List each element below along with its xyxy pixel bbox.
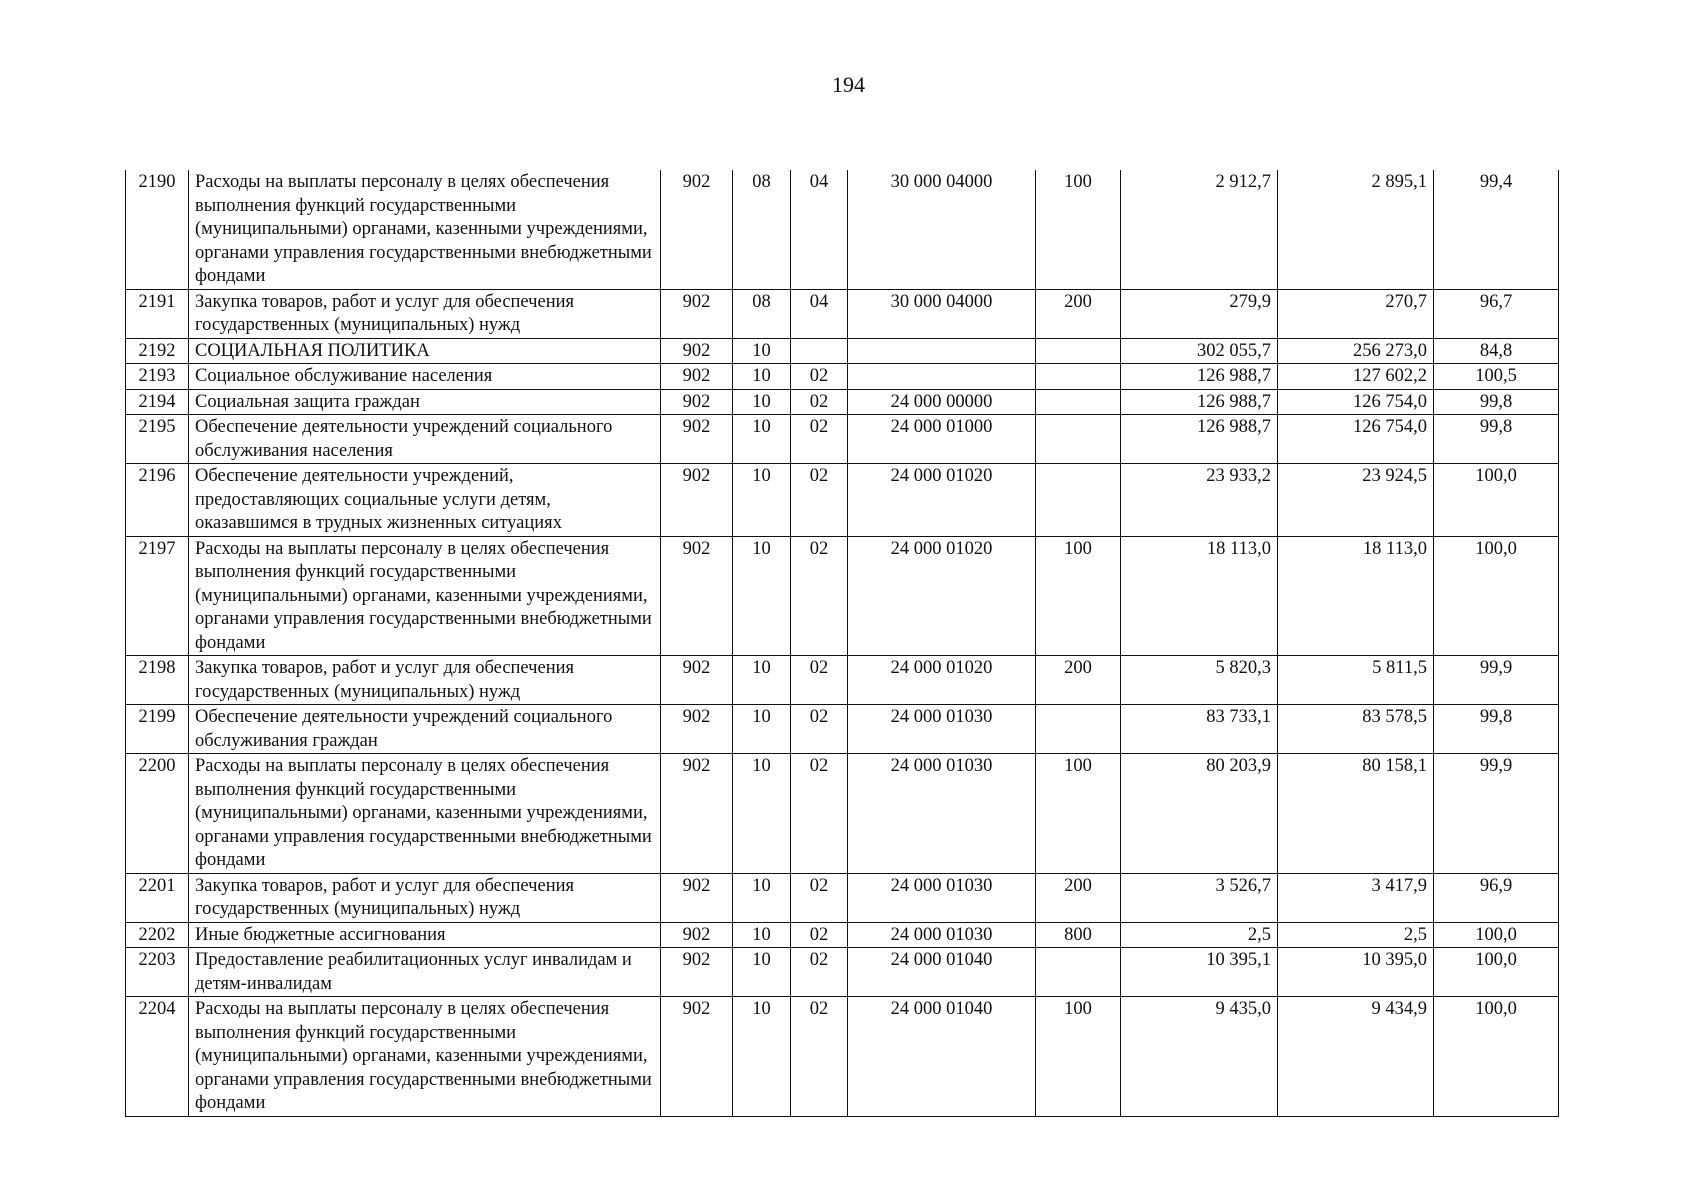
subsection-code-cell	[791, 338, 848, 364]
target-article-cell: 30 000 04000	[848, 289, 1036, 338]
row-number-cell: 2198	[126, 656, 189, 705]
section-code-cell: 08	[733, 289, 791, 338]
section-code-cell: 10	[733, 997, 791, 1117]
expense-name-cell: Обеспечение деятельности учреждений социального обслуживания населения	[189, 415, 661, 464]
row-number-cell: 2195	[126, 415, 189, 464]
target-article-cell	[848, 364, 1036, 390]
planned-amount-cell: 302 055,7	[1121, 338, 1278, 364]
subsection-code-cell: 02	[791, 364, 848, 390]
section-code-cell: 10	[733, 389, 791, 415]
row-number-cell: 2204	[126, 997, 189, 1117]
expense-type-cell	[1036, 948, 1121, 997]
table-row	[126, 289, 1559, 338]
execution-percent-cell: 84,8	[1434, 338, 1559, 364]
target-article-cell: 24 000 01030	[848, 873, 1036, 922]
planned-amount-cell: 279,9	[1121, 289, 1278, 338]
planned-amount-cell: 80 203,9	[1121, 754, 1278, 874]
row-number-cell: 2200	[126, 754, 189, 874]
expense-type-cell: 100	[1036, 170, 1121, 289]
department-code-cell: 902	[661, 948, 733, 997]
section-code-cell: 08	[733, 170, 791, 289]
section-code-cell: 10	[733, 415, 791, 464]
table-row	[126, 997, 1559, 1117]
subsection-code-cell: 02	[791, 922, 848, 948]
target-article-cell: 24 000 01030	[848, 705, 1036, 754]
expense-type-cell	[1036, 338, 1121, 364]
department-code-cell: 902	[661, 289, 733, 338]
subsection-code-cell: 02	[791, 389, 848, 415]
department-code-cell: 902	[661, 464, 733, 537]
actual-amount-cell: 83 578,5	[1278, 705, 1434, 754]
actual-amount-cell: 18 113,0	[1278, 536, 1434, 656]
table-row	[126, 389, 1559, 415]
row-number-cell: 2192	[126, 338, 189, 364]
department-code-cell: 902	[661, 170, 733, 289]
expense-type-cell	[1036, 415, 1121, 464]
section-code-cell: 10	[733, 656, 791, 705]
department-code-cell: 902	[661, 415, 733, 464]
table-row	[126, 754, 1559, 874]
expense-type-cell	[1036, 364, 1121, 390]
section-code-cell: 10	[733, 464, 791, 537]
department-code-cell: 902	[661, 338, 733, 364]
execution-percent-cell: 100,0	[1434, 997, 1559, 1117]
section-code-cell: 10	[733, 754, 791, 874]
expense-type-cell: 800	[1036, 922, 1121, 948]
department-code-cell: 902	[661, 873, 733, 922]
subsection-code-cell: 02	[791, 754, 848, 874]
execution-percent-cell: 99,8	[1434, 389, 1559, 415]
expense-name-cell: Закупка товаров, работ и услуг для обеспечения государственных (муниципальных) нужд	[189, 873, 661, 922]
table-row	[126, 170, 1559, 289]
section-code-cell: 10	[733, 338, 791, 364]
department-code-cell: 902	[661, 997, 733, 1117]
target-article-cell: 24 000 01020	[848, 656, 1036, 705]
department-code-cell: 902	[661, 656, 733, 705]
target-article-cell: 24 000 01020	[848, 464, 1036, 537]
expense-name-cell: Закупка товаров, работ и услуг для обеспечения государственных (муниципальных) нужд	[189, 656, 661, 705]
actual-amount-cell: 9 434,9	[1278, 997, 1434, 1117]
expense-type-cell: 200	[1036, 656, 1121, 705]
expense-type-cell	[1036, 464, 1121, 537]
actual-amount-cell: 80 158,1	[1278, 754, 1434, 874]
target-article-cell: 24 000 01030	[848, 922, 1036, 948]
section-code-cell: 10	[733, 705, 791, 754]
execution-percent-cell: 99,9	[1434, 656, 1559, 705]
expense-name-cell: Социальная защита граждан	[189, 389, 661, 415]
section-code-cell: 10	[733, 873, 791, 922]
table-row	[126, 536, 1559, 656]
department-code-cell: 902	[661, 754, 733, 874]
actual-amount-cell: 127 602,2	[1278, 364, 1434, 390]
expense-type-cell: 200	[1036, 289, 1121, 338]
subsection-code-cell: 02	[791, 464, 848, 537]
expense-name-cell: Социальное обслуживание населения	[189, 364, 661, 390]
expense-name-cell: Расходы на выплаты персоналу в целях обеспечения выполнения функций государственными (муниципальными) органами, казенными учреждениями, органами управления государственными внебюджетными фондами	[189, 997, 661, 1117]
execution-percent-cell: 100,0	[1434, 922, 1559, 948]
department-code-cell: 902	[661, 922, 733, 948]
expense-name-cell: Обеспечение деятельности учреждений социального обслуживания граждан	[189, 705, 661, 754]
actual-amount-cell: 10 395,0	[1278, 948, 1434, 997]
section-code-cell: 10	[733, 922, 791, 948]
expense-name-cell: Расходы на выплаты персоналу в целях обеспечения выполнения функций государственными (муниципальными) органами, казенными учреждениями, органами управления государственными внебюджетными фондами	[189, 170, 661, 289]
page-number: 194	[832, 72, 865, 97]
subsection-code-cell: 04	[791, 170, 848, 289]
subsection-code-cell: 02	[791, 948, 848, 997]
section-code-cell: 10	[733, 536, 791, 656]
actual-amount-cell: 2,5	[1278, 922, 1434, 948]
subsection-code-cell: 02	[791, 536, 848, 656]
target-article-cell: 24 000 00000	[848, 389, 1036, 415]
target-article-cell: 24 000 01040	[848, 997, 1036, 1117]
budget-table-body	[126, 170, 1559, 1116]
target-article-cell: 24 000 01030	[848, 754, 1036, 874]
expense-type-cell: 100	[1036, 754, 1121, 874]
planned-amount-cell: 2,5	[1121, 922, 1278, 948]
planned-amount-cell: 9 435,0	[1121, 997, 1278, 1117]
table-row	[126, 364, 1559, 390]
department-code-cell: 902	[661, 364, 733, 390]
department-code-cell: 902	[661, 536, 733, 656]
row-number-cell: 2199	[126, 705, 189, 754]
expense-name-cell: Расходы на выплаты персоналу в целях обеспечения выполнения функций государственными (муниципальными) органами, казенными учреждениями, органами управления государственными внебюджетными фондами	[189, 754, 661, 874]
subsection-code-cell: 02	[791, 415, 848, 464]
expense-name-cell: СОЦИАЛЬНАЯ ПОЛИТИКА	[189, 338, 661, 364]
execution-percent-cell: 99,8	[1434, 415, 1559, 464]
row-number-cell: 2202	[126, 922, 189, 948]
execution-percent-cell: 96,7	[1434, 289, 1559, 338]
table-row	[126, 656, 1559, 705]
expense-type-cell	[1036, 389, 1121, 415]
expense-type-cell: 100	[1036, 997, 1121, 1117]
execution-percent-cell: 99,8	[1434, 705, 1559, 754]
actual-amount-cell: 126 754,0	[1278, 389, 1434, 415]
table-row	[126, 705, 1559, 754]
subsection-code-cell: 02	[791, 873, 848, 922]
target-article-cell	[848, 338, 1036, 364]
planned-amount-cell: 126 988,7	[1121, 389, 1278, 415]
department-code-cell: 902	[661, 389, 733, 415]
target-article-cell: 24 000 01020	[848, 536, 1036, 656]
execution-percent-cell: 99,4	[1434, 170, 1559, 289]
planned-amount-cell: 23 933,2	[1121, 464, 1278, 537]
execution-percent-cell: 100,0	[1434, 536, 1559, 656]
expense-type-cell: 200	[1036, 873, 1121, 922]
expense-name-cell: Обеспечение деятельности учреждений, предоставляющих социальные услуги детям, оказавшимся в трудных жизненных ситуациях	[189, 464, 661, 537]
row-number-cell: 2196	[126, 464, 189, 537]
table-row	[126, 338, 1559, 364]
row-number-cell: 2201	[126, 873, 189, 922]
planned-amount-cell: 3 526,7	[1121, 873, 1278, 922]
budget-table	[125, 170, 1559, 1117]
target-article-cell: 24 000 01000	[848, 415, 1036, 464]
table-row	[126, 464, 1559, 537]
subsection-code-cell: 02	[791, 705, 848, 754]
row-number-cell: 2194	[126, 389, 189, 415]
expense-name-cell: Иные бюджетные ассигнования	[189, 922, 661, 948]
execution-percent-cell: 100,0	[1434, 948, 1559, 997]
execution-percent-cell: 99,9	[1434, 754, 1559, 874]
row-number-cell: 2197	[126, 536, 189, 656]
actual-amount-cell: 126 754,0	[1278, 415, 1434, 464]
department-code-cell: 902	[661, 705, 733, 754]
table-row	[126, 948, 1559, 997]
target-article-cell: 24 000 01040	[848, 948, 1036, 997]
expense-name-cell: Закупка товаров, работ и услуг для обеспечения государственных (муниципальных) нужд	[189, 289, 661, 338]
table-row	[126, 873, 1559, 922]
expense-name-cell: Расходы на выплаты персоналу в целях обеспечения выполнения функций государственными (муниципальными) органами, казенными учреждениями, органами управления государственными внебюджетными фондами	[189, 536, 661, 656]
section-code-cell: 10	[733, 364, 791, 390]
actual-amount-cell: 5 811,5	[1278, 656, 1434, 705]
execution-percent-cell: 96,9	[1434, 873, 1559, 922]
execution-percent-cell: 100,0	[1434, 464, 1559, 537]
row-number-cell: 2193	[126, 364, 189, 390]
planned-amount-cell: 2 912,7	[1121, 170, 1278, 289]
target-article-cell: 30 000 04000	[848, 170, 1036, 289]
expense-name-cell: Предоставление реабилитационных услуг инвалидам и детям-инвалидам	[189, 948, 661, 997]
expense-type-cell	[1036, 705, 1121, 754]
planned-amount-cell: 83 733,1	[1121, 705, 1278, 754]
expense-type-cell: 100	[1036, 536, 1121, 656]
subsection-code-cell: 02	[791, 656, 848, 705]
actual-amount-cell: 3 417,9	[1278, 873, 1434, 922]
planned-amount-cell: 126 988,7	[1121, 415, 1278, 464]
subsection-code-cell: 02	[791, 997, 848, 1117]
planned-amount-cell: 126 988,7	[1121, 364, 1278, 390]
row-number-cell: 2191	[126, 289, 189, 338]
execution-percent-cell: 100,5	[1434, 364, 1559, 390]
row-number-cell: 2203	[126, 948, 189, 997]
section-code-cell: 10	[733, 948, 791, 997]
planned-amount-cell: 5 820,3	[1121, 656, 1278, 705]
planned-amount-cell: 18 113,0	[1121, 536, 1278, 656]
row-number-cell: 2190	[126, 170, 189, 289]
table-row	[126, 922, 1559, 948]
subsection-code-cell: 04	[791, 289, 848, 338]
planned-amount-cell: 10 395,1	[1121, 948, 1278, 997]
actual-amount-cell: 256 273,0	[1278, 338, 1434, 364]
actual-amount-cell: 2 895,1	[1278, 170, 1434, 289]
table-row	[126, 415, 1559, 464]
actual-amount-cell: 270,7	[1278, 289, 1434, 338]
actual-amount-cell: 23 924,5	[1278, 464, 1434, 537]
